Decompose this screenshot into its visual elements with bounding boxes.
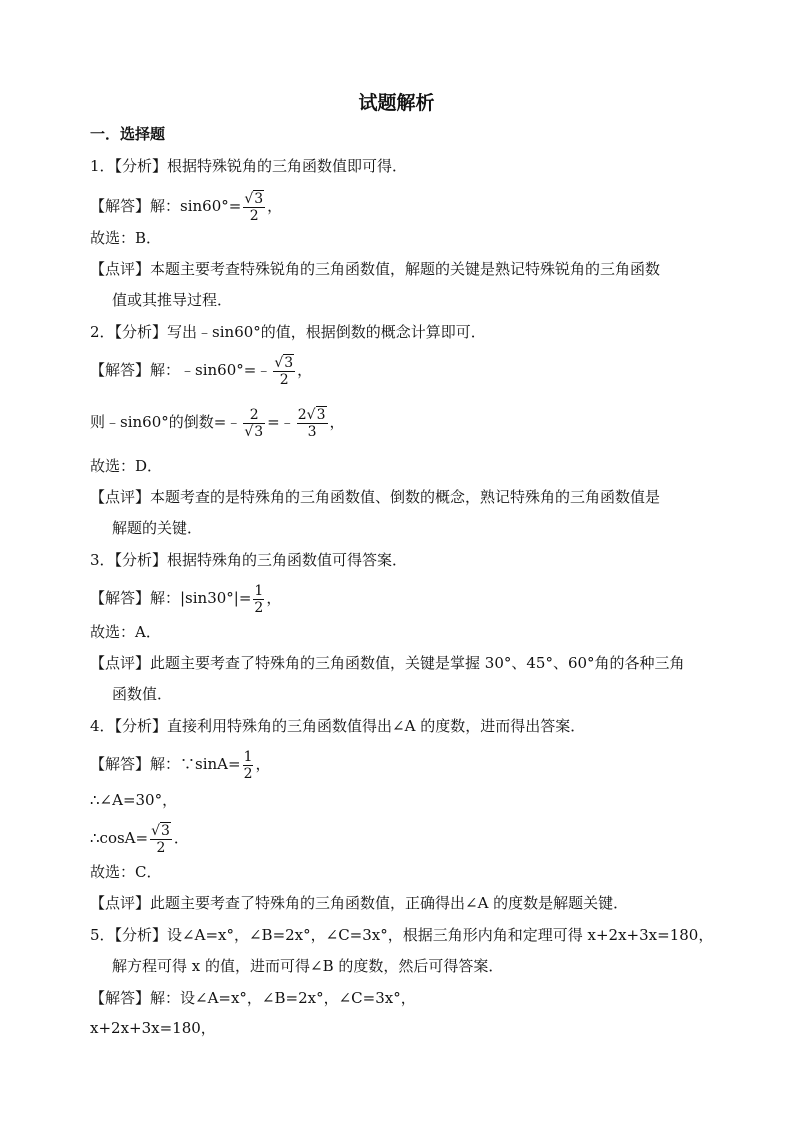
page-title: 试题解析 xyxy=(358,92,435,114)
q4-cos-fraction-numerator: √3 xyxy=(151,822,170,839)
q2-fraction-denominator: 2 xyxy=(279,371,289,388)
q2-fraction xyxy=(273,355,295,388)
q1-choice: 故选：B． xyxy=(90,229,162,247)
q1-analysis: 1．【分析】根据特殊锐角的三角函数值即可得． xyxy=(90,157,408,175)
q2-line2-mid: =﹣ xyxy=(267,413,295,431)
q2-comment: 【点评】本题考查的是特殊角的三角函数值、倒数的概念，熟记特殊角的三角函数值是 xyxy=(90,488,661,506)
q3-comment-cont: 函数值． xyxy=(112,685,173,703)
q2-line2-suffix: ， xyxy=(329,413,345,431)
q3-comment: 【点评】此题主要考查了特殊角的三角函数值，关键是掌握 30°、45°、60°角的各种三角 xyxy=(90,654,685,672)
q4-choice: 故选：C． xyxy=(90,863,162,881)
q3-answer-suffix: ， xyxy=(266,589,282,607)
q4-answer-suffix: ， xyxy=(255,755,271,773)
q5-analysis: 5．【分析】设∠A=x°，∠B=2x°，∠C=3x°，根据三角形内角和定理可得 x+2x+3x=180， xyxy=(90,926,714,944)
q1-answer-suffix: ， xyxy=(267,197,283,215)
q4-line3-suffix: ． xyxy=(173,829,189,847)
q4-cos-fraction xyxy=(150,823,172,856)
q4-analysis: 4．【分析】直接利用特殊角的三角函数值得出∠A 的度数，进而得出答案． xyxy=(90,717,586,735)
q1-comment: 【点评】本题主要考查特殊锐角的三角函数值，解题的关键是熟记特殊锐角的三角函数 xyxy=(90,260,661,278)
q3-fraction-numerator: 1 xyxy=(254,582,264,599)
q5-equation: x+2x+3x=180， xyxy=(90,1019,216,1037)
q3-choice: 故选：A． xyxy=(90,623,161,641)
q1-answer xyxy=(90,188,282,224)
q2-answer-prefix: 【解答】解：﹣sin60°=﹣ xyxy=(90,361,272,379)
q2-fraction-a-denominator: √3 xyxy=(244,423,264,440)
q4-cos-fraction-denominator: 2 xyxy=(156,839,166,856)
q4-step-cos xyxy=(90,820,189,856)
q4-step-angle: ∴∠A=30°， xyxy=(90,791,178,809)
q4-answer-prefix: 【解答】解：∵sinA= xyxy=(90,755,241,773)
q3-fraction-denominator: 2 xyxy=(254,599,264,616)
q1-answer-prefix: 【解答】解：sin60°= xyxy=(90,197,242,215)
section-heading: 一．选择题 xyxy=(90,125,166,143)
q1-fraction-numerator: √3 xyxy=(244,190,264,207)
q2-comment-cont: 解题的关键． xyxy=(112,519,203,537)
q2-reciprocal-line xyxy=(90,404,345,440)
q4-comment: 【点评】此题主要考查了特殊角的三角函数值，正确得出∠A 的度数是解题关键． xyxy=(90,894,629,912)
q5-answer: 【解答】解：设∠A=x°，∠B=2x°，∠C=3x°， xyxy=(90,989,416,1007)
q2-fraction-b-numerator: 2√3 xyxy=(297,406,326,423)
q2-line2-prefix: 则﹣sin60°的倒数=﹣ xyxy=(90,413,242,431)
q1-comment-cont: 值或其推导过程． xyxy=(112,291,233,309)
q4-fraction-denominator: 2 xyxy=(243,765,253,782)
q4-fraction-numerator: 1 xyxy=(243,748,253,765)
q4-fraction xyxy=(243,749,254,782)
q4-answer xyxy=(90,746,271,782)
q1-fraction-denominator: 2 xyxy=(249,207,259,224)
q2-fraction-numerator: √3 xyxy=(274,354,294,371)
q5-analysis-cont: 解方程可得 x 的值，进而可得∠B 的度数，然后可得答案． xyxy=(112,957,504,975)
q4-line3-prefix: ∴cosA= xyxy=(90,829,149,847)
q3-analysis: 3．【分析】根据特殊角的三角函数值可得答案． xyxy=(90,551,408,569)
q2-analysis: 2．【分析】写出﹣sin60°的值，根据倒数的概念计算即可． xyxy=(90,323,486,341)
q3-answer-prefix: 【解答】解：|sin30°|= xyxy=(90,589,252,607)
q2-choice: 故选：D． xyxy=(90,457,163,475)
q1-fraction xyxy=(243,191,265,224)
q3-fraction xyxy=(253,583,264,616)
q2-answer xyxy=(90,352,312,388)
q2-fraction-b xyxy=(297,407,328,440)
q2-fraction-b-denominator: 3 xyxy=(307,423,317,440)
q2-fraction-a-numerator: 2 xyxy=(243,407,265,424)
q3-answer xyxy=(90,580,281,616)
q2-fraction-a xyxy=(243,407,265,440)
q2-answer-suffix: ， xyxy=(297,361,313,379)
